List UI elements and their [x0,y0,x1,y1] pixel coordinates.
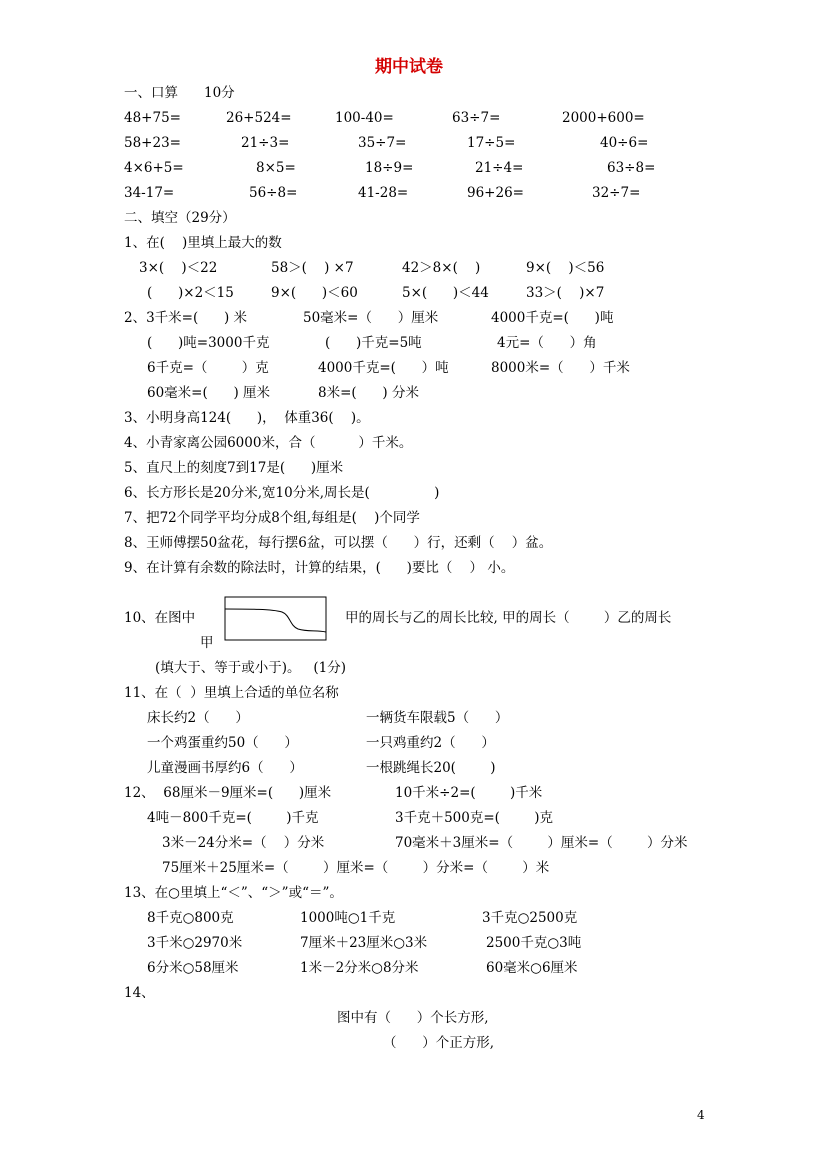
q2-item: 4元=（ ）角 [497,335,597,351]
figure-label-jia: 甲 [200,635,214,651]
q2-item: 60毫米=( ) 厘米 [147,385,271,401]
q11-item: 床长约2（ ） [147,710,249,726]
calc-item: 56÷8= [249,185,298,201]
question-10-lead: 10、在图中 [124,610,196,626]
q1-item: 3×( )＜22 [139,260,218,276]
q12-item: 4吨－800千克=( )千克 [147,810,319,826]
q1-item: 33＞( )×7 [526,285,605,301]
question-3: 3、小明身高124( )， 体重36( )。 [124,410,370,426]
q11-item: 一辆货车限载5（ ） [366,710,509,726]
q11-item: 一根跳绳长20( ) [366,760,496,776]
calc-item: 41-28= [358,185,409,201]
calc-item: 21÷3= [241,135,290,151]
q2-item: ( )吨=3000千克 [147,335,270,351]
q1-item: 9×( )＜60 [271,285,358,301]
q12-item: 3千克＋500克=( )克 [395,810,554,826]
q2-item: 6千克=（ ）克 [147,360,269,376]
q12-item: 70毫米＋3厘米=（ ）厘米=（ ）分米 [395,835,688,851]
q11-item: 一个鸡蛋重约50（ ） [147,735,298,751]
q12-item: 10千米÷2=( )千米 [395,785,543,801]
page-title: 期中试卷 [375,57,443,77]
calc-item: 8×5= [256,160,296,176]
q13-item: 60毫米○6厘米 [486,960,578,976]
perimeter-figure [224,596,328,642]
q12-item: 12、 68厘米－9厘米=( )厘米 [124,785,332,801]
question-14-line-1: 图中有（ ）个长方形, [337,1010,489,1026]
q13-item: 1000吨○1千克 [300,910,396,926]
question-5: 5、直尺上的刻度7到17是( )厘米 [124,460,344,476]
q12-item: 3米－24分米=（ ）分米 [162,835,325,851]
calc-item: 4×6+5= [124,160,184,176]
q2-item: 8米=( ) 分米 [318,385,419,401]
q1-item: ( )×2＜15 [147,285,234,301]
question-4: 4、小青家离公园6000米，合（ ）千米。 [124,435,413,451]
q12-item: 75厘米＋25厘米=（ ）厘米=（ ）分米=（ ）米 [162,860,550,876]
question-14-line-2: （ ）个正方形, [383,1035,495,1051]
q2-item: 4000千克=( ）吨 [318,360,449,376]
calc-item: 17÷5= [467,135,516,151]
q13-item: 3千米○2970米 [147,935,243,951]
question-11-label: 11、在（ ）里填上合适的单位名称 [124,685,339,701]
calc-item: 32÷7= [592,185,641,201]
figure-outline [225,597,326,640]
calc-item: 34-17= [124,185,175,201]
page-number: 4 [697,1108,705,1122]
q2-item: 4000千克=( )吨 [491,310,614,326]
q1-item: 58＞( ) ×7 [271,260,354,276]
calc-item: 18÷9= [365,160,414,176]
q13-item: 2500千克○3吨 [486,935,582,951]
calc-item: 58+23= [124,135,181,151]
q13-item: 8千克○800克 [147,910,234,926]
q13-item: 6分米○58厘米 [147,960,239,976]
calc-item: 35÷7= [358,135,407,151]
calc-item: 96+26= [467,185,524,201]
q11-item: 儿童漫画书厚约6（ ） [147,760,303,776]
q13-item: 3千克○2500克 [482,910,578,926]
calc-item: 63÷7= [452,110,501,126]
figure-dividing-curve [225,609,326,632]
calc-item: 100-40= [335,110,394,126]
q13-item: 7厘米＋23厘米○3米 [300,935,428,951]
q2-item: 8000米=（ ）千米 [491,360,630,376]
question-14-label: 14、 [124,985,155,1001]
q2-item: 2、3千米=( ) 米 [124,310,248,326]
q2-item: ( )千克=5吨 [325,335,422,351]
section-2-heading: 二、填空（29分） [124,210,236,226]
question-13-label: 13、在○里填上“＜”、“＞”或“＝”。 [124,885,343,901]
q11-item: 一只鸡重约2（ ） [366,735,495,751]
section-1-heading: 一、口算 [124,85,178,101]
q2-item: 50毫米=（ ）厘米 [303,310,439,326]
q1-item: 9×( )＜56 [526,260,605,276]
question-8: 8、王师傅摆50盆花，每行摆6盆，可以摆（ ）行，还剩（ ）盆。 [124,535,553,551]
q1-item: 5×( )＜44 [402,285,489,301]
calc-item: 40÷6= [600,135,649,151]
question-10-note: (填大于、等于或小于)。 (1分) [155,660,347,676]
question-1-label: 1、在( )里填上最大的数 [124,235,282,251]
question-9: 9、在计算有余数的除法时，计算的结果，( )要比（ ） 小。 [124,560,515,576]
calc-item: 48+75= [124,110,181,126]
question-10-text: 甲的周长与乙的周长比较, 甲的周长（ ）乙的周长 [345,610,672,626]
calc-item: 63÷8= [607,160,656,176]
calc-item: 26+524= [226,110,292,126]
question-6: 6、长方形长是20分米,宽10分米,周长是( ) [124,485,440,501]
calc-item: 21÷4= [475,160,524,176]
question-7: 7、把72个同学平均分成8个组,每组是( )个同学 [124,510,420,526]
section-1-score: 10分 [204,85,235,101]
q13-item: 1米－2分米○8分米 [300,960,419,976]
q1-item: 42＞8×( ) [402,260,481,276]
calc-item: 2000+600= [562,110,645,126]
